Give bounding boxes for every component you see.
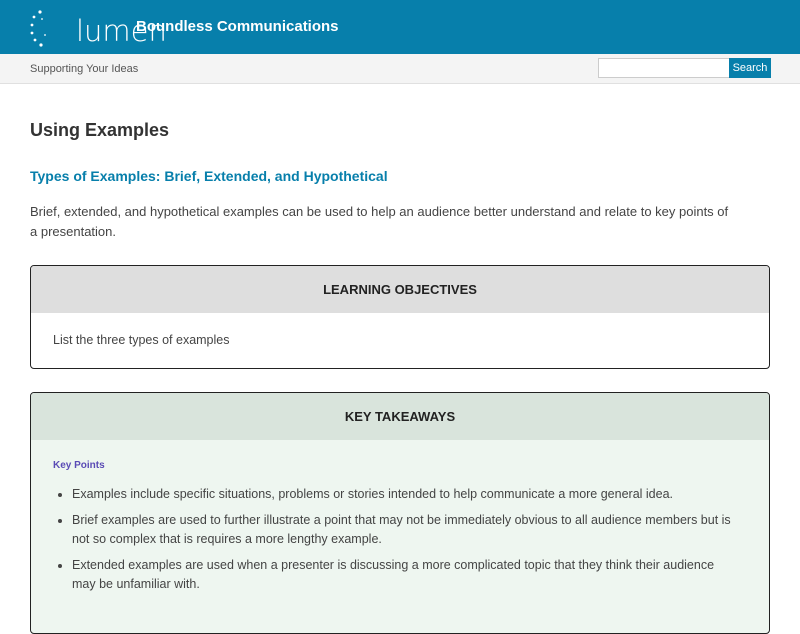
list-item: • Examples include specific situations, problems or stories intended to help communicate a more general idea. [72,485,732,504]
logo-text: lumen [76,14,167,48]
learning-objectives-body: List the three types of examples [53,333,230,347]
learning-objectives-box [30,265,770,369]
section-heading: Types of Examples: Brief, Extended, and Hypothetical [30,168,388,184]
key-points-list [31,485,732,594]
intro-paragraph: Brief, extended, and hypothetical examples can be used to help an audience better understand and relate to key points of a presentation. [30,204,729,239]
learning-objectives-title: LEARNING OBJECTIVES [31,266,769,313]
site-title[interactable]: Boundless Communications [136,18,339,35]
tagline: Supporting Your Ideas [30,63,139,75]
lumen-logo[interactable] [28,8,167,48]
key-takeaways-title: KEY TAKEAWAYS [31,393,769,440]
list-item: • Brief examples are used to further illustrate a point that may not be immediately obvious to all audience members but is not so complex that is requires a more lengthy example. [72,511,732,549]
search-input[interactable] [598,58,730,78]
search-button[interactable]: Search [729,58,771,78]
top-header-bar [0,0,800,54]
page-title: Using Examples [30,120,170,140]
key-points-label: Key Points [53,460,105,471]
list-item: • Extended examples are used when a presenter is discussing a more complicated topic that they think their audience may be unfamiliar with. [72,556,732,594]
sub-header-bar [0,54,800,84]
lumen-sparkle-icon [28,8,50,48]
key-takeaways-box [30,392,770,634]
